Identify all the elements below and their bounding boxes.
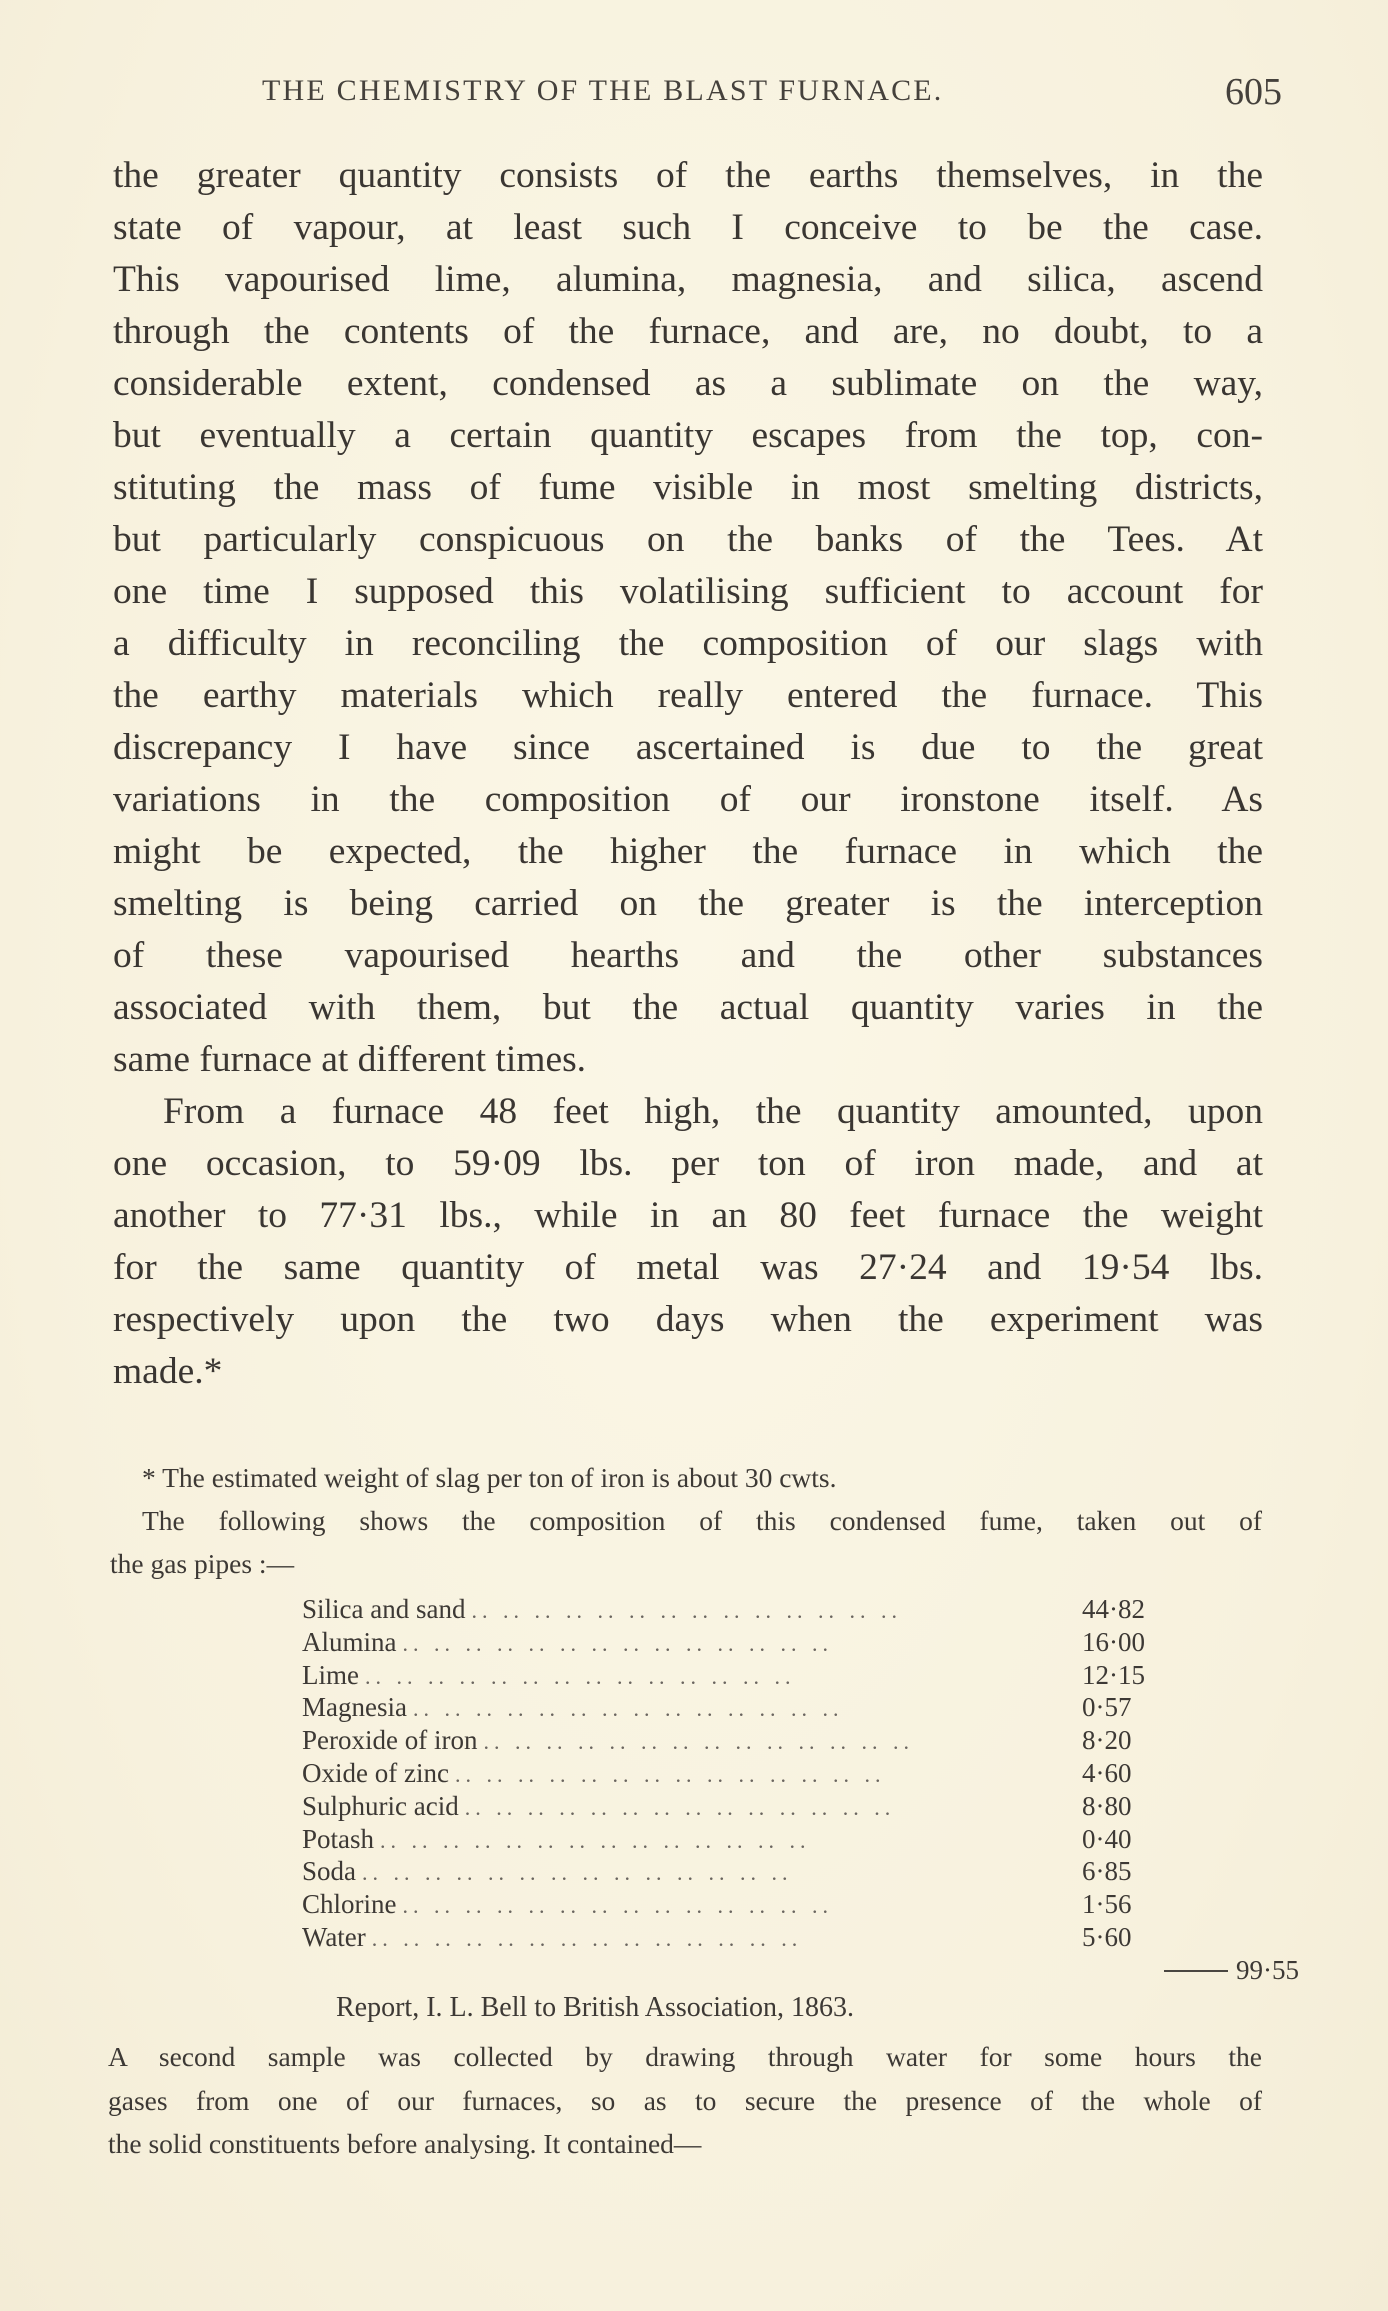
- dot-leader: .. .. .. .. .. .. .. .. .. .. .. .. .. ..: [483, 1729, 914, 1755]
- footnote-line: gases from one of our furnaces, so as to secure the presence of the whole of: [108, 2084, 1262, 2116]
- component-name: Sulphuric acid: [302, 1790, 459, 1821]
- text-line: respectively upon the two days when the experiment was: [113, 1299, 1263, 1340]
- component-name: Lime: [302, 1659, 359, 1690]
- table-row: [302, 1921, 1172, 1954]
- table-row: [302, 1626, 1172, 1659]
- dot-leader: .. .. .. .. .. .. .. .. .. .. .. .. .. ..: [454, 1761, 886, 1787]
- dot-leader: .. .. .. .. .. .. .. .. .. .. .. .. .. ..: [402, 1630, 833, 1656]
- running-head: [262, 70, 1282, 116]
- component-value: 12·15: [1082, 1659, 1145, 1690]
- component-name: Peroxide of iron: [302, 1725, 478, 1756]
- text-line: of these vapourised hearths and the other substances: [113, 935, 1263, 976]
- footnote-intro-line: The following shows the composition of this condensed fume, taken out of: [142, 1505, 1262, 1536]
- composition-total: [302, 1954, 1302, 1988]
- text-line: one time I supposed this volatilising sufficient to account for: [113, 571, 1263, 612]
- total-rule: [1164, 1970, 1228, 1972]
- text-line: stituting the mass of fume visible in most smelting districts,: [113, 467, 1263, 508]
- component-value: 8·80: [1082, 1790, 1132, 1821]
- dot-leader: .. .. .. .. .. .. .. .. .. .. .. .. .. ..: [412, 1696, 844, 1722]
- dot-leader: .. .. .. .. .. .. .. .. .. .. .. .. .. ..: [402, 1893, 833, 1919]
- table-row: [302, 1593, 1172, 1626]
- component-value: 1·56: [1082, 1889, 1132, 1920]
- text-line: associated with them, but the actual quantity varies in the: [113, 987, 1263, 1028]
- table-row: [302, 1691, 1172, 1724]
- citation: Report, I. L. Bell to British Association, 1863.: [336, 1992, 854, 2023]
- text-line: but eventually a certain quantity escapes from the top, con-: [113, 415, 1263, 456]
- text-line: another to 77·31 lbs., while in an 80 feet furnace the weight: [113, 1195, 1263, 1236]
- dot-leader: .. .. .. .. .. .. .. .. .. .. .. .. .. ..: [371, 1925, 803, 1951]
- total-value: 99·55: [1236, 1955, 1299, 1986]
- component-value: 6·85: [1082, 1856, 1132, 1887]
- component-name: Chlorine: [302, 1889, 397, 1920]
- footnote-intro-line: the gas pipes :—: [110, 1548, 295, 1579]
- table-row: [302, 1724, 1172, 1757]
- footnote-line: A second sample was collected by drawing through water for some hours the: [108, 2041, 1262, 2072]
- component-name: Silica and sand: [302, 1594, 466, 1624]
- paragraph-2: [113, 1086, 1263, 1398]
- text-line: through the contents of the furnace, and are, no doubt, to a: [113, 311, 1263, 352]
- text-line: same furnace at different times.: [113, 1039, 587, 1080]
- table-row: [302, 1790, 1172, 1823]
- text-line: From a furnace 48 feet high, the quantity amounted, upon: [163, 1091, 1263, 1132]
- body-text: [113, 150, 1263, 1398]
- dot-leader: .. .. .. .. .. .. .. .. .. .. .. .. .. ..: [464, 1794, 896, 1820]
- table-row: [302, 1757, 1172, 1790]
- text-line: a difficulty in reconciling the composition of our slags with: [113, 623, 1263, 664]
- text-line: the greater quantity consists of the earths themselves, in the: [113, 155, 1263, 196]
- page-number: 605: [1225, 71, 1282, 113]
- component-name: Potash: [302, 1823, 375, 1854]
- text-line: considerable extent, condensed as a sublimate on the way,: [113, 363, 1263, 404]
- component-name: Soda: [302, 1856, 356, 1887]
- component-value: 0·57: [1082, 1692, 1132, 1723]
- component-value: 0·40: [1082, 1823, 1132, 1854]
- paragraph-1: [113, 150, 1263, 1086]
- dot-leader: .. .. .. .. .. .. .. .. .. .. .. .. .. ..: [362, 1860, 793, 1886]
- component-name: Alumina: [302, 1626, 397, 1657]
- text-line: variations in the composition of our ironstone itself. As: [113, 779, 1263, 820]
- text-line: the earthy materials which really entered the furnace. This: [113, 675, 1263, 716]
- footnote-line: the solid constituents before analysing. It contained—: [108, 2128, 702, 2159]
- table-row: [302, 1823, 1172, 1856]
- dot-leader: .. .. .. .. .. .. .. .. .. .. .. .. .. ..: [380, 1827, 811, 1853]
- dot-leader: .. .. .. .. .. .. .. .. .. .. .. .. .. ..: [471, 1598, 902, 1623]
- second-sample-text: [108, 2035, 1262, 2166]
- component-value: 16·00: [1082, 1626, 1145, 1657]
- text-line: state of vapour, at least such I conceive to be the case.: [113, 207, 1263, 248]
- running-title: THE CHEMISTRY OF THE BLAST FURNACE.: [262, 74, 944, 107]
- component-value: 5·60: [1082, 1921, 1132, 1952]
- table-row: [302, 1659, 1172, 1692]
- table-row: [302, 1888, 1172, 1921]
- footnote-asterisk: * The estimated weight of slag per ton of iron is about 30 cwts.: [142, 1462, 837, 1493]
- component-name: Water: [302, 1921, 366, 1952]
- footnote-block: [110, 1456, 1262, 1585]
- text-line: smelting is being carried on the greater is the interception: [113, 883, 1263, 924]
- text-line: for the same quantity of metal was 27·24 and 19·54 lbs.: [113, 1247, 1263, 1288]
- text-line: but particularly conspicuous on the banks of the Tees. At: [113, 519, 1263, 560]
- component-name: Magnesia: [302, 1692, 407, 1723]
- text-line: might be expected, the higher the furnace in which the: [113, 831, 1263, 872]
- text-line: This vapourised lime, alumina, magnesia, and silica, ascend: [113, 259, 1263, 300]
- text-line: discrepancy I have since ascertained is due to the great: [113, 727, 1263, 768]
- component-value: 8·20: [1082, 1725, 1132, 1756]
- composition-table: [302, 1593, 1299, 1988]
- dot-leader: .. .. .. .. .. .. .. .. .. .. .. .. .. ..: [364, 1663, 796, 1689]
- component-value: 44·82: [1082, 1594, 1145, 1624]
- component-name: Oxide of zinc: [302, 1757, 449, 1788]
- component-value: 4·60: [1082, 1757, 1132, 1788]
- text-line: made.*: [113, 1351, 223, 1392]
- text-line: one occasion, to 59·09 lbs. per ton of iron made, and at: [113, 1143, 1263, 1184]
- table-row: [302, 1855, 1172, 1888]
